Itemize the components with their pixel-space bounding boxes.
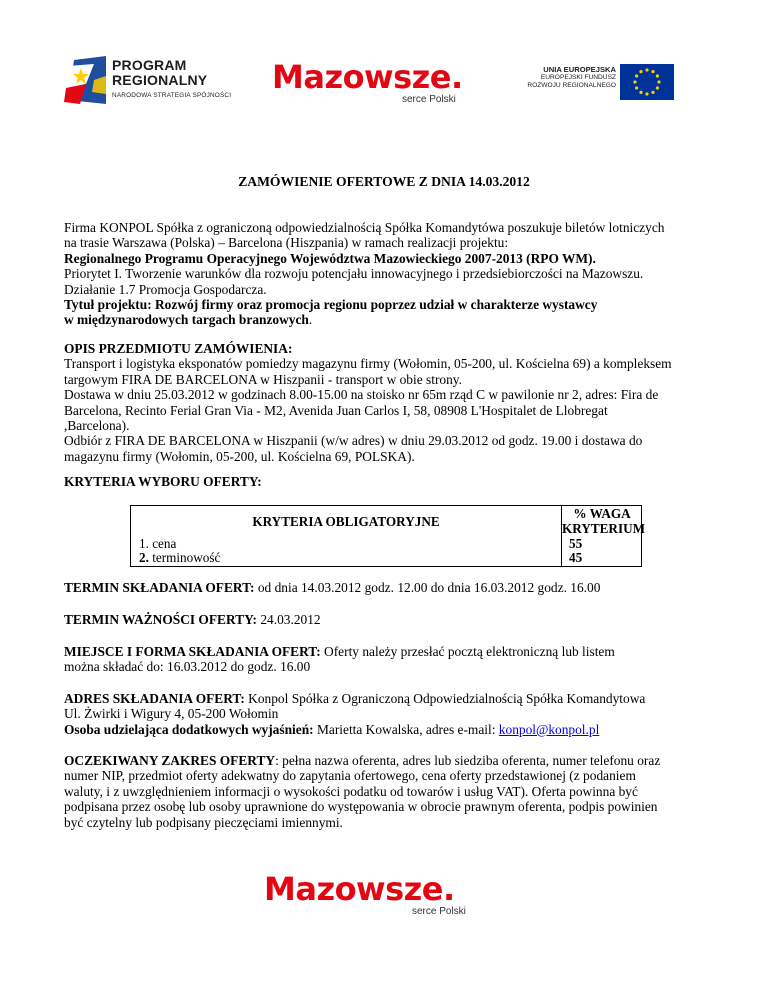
subject-heading: OPIS PRZEDMIOTU ZAMÓWIENIA: — [64, 341, 293, 356]
project-title-end: . — [308, 312, 313, 328]
document-title: ZAMÓWIENIE OFERTOWE Z DNIA 14.03.2012 — [238, 174, 530, 189]
project-title-text: w międzynarodowych targach branzowych — [64, 312, 309, 328]
address-section — [64, 691, 724, 737]
eu-logo-line1: UNIA EUROPEJSKA — [543, 65, 616, 74]
scope-line: numer NIP, przedmiot oferty adekwatny do zapytania ofertowego, cena oferty przedstawionej (z podaniem — [64, 768, 636, 784]
mazowsze-tagline: serce Polski — [412, 906, 466, 917]
scope-label: OCZEKIWANY ZAKRES OFERTY — [64, 753, 276, 768]
place-line: można składać do: 16.03.2012 do godz. 16.00 — [64, 659, 311, 675]
place-value: Oferty należy przesłać pocztą elektroniczną lub listem — [320, 644, 615, 659]
scope-line: : pełna nazwa oferenta, adres lub siedziba oferenta, numer telefonu oraz — [275, 753, 661, 768]
mazowsze-tagline: serce Polski — [402, 94, 456, 105]
program-regionalny-flag-icon — [64, 54, 108, 106]
contact-value: Marietta Kowalska, adres e-mail: — [313, 721, 499, 737]
address-line: Ul. Żwirki i Wigury 4, 05-200 Wołomin — [64, 706, 279, 722]
eu-flag-icon — [620, 64, 674, 100]
criteria-column-header: KRYTERIA OBLIGATORYJNE — [252, 514, 440, 529]
subject-line: targowym FIRA DE BARCELONA w Hiszpanii - transport w obie strony. — [64, 371, 462, 387]
action-line: Działanie 1.7 Promocja Gospodarcza. — [64, 281, 267, 297]
intro-line: Firma KONPOL Spółka z ograniczoną odpowiedzialnością Spółka Komandytówa poszukuje biletów lotniczych — [64, 220, 665, 235]
subject-line: Barcelona, Recinto Ferial Gran Via - M2, Avenida Juan Carlos I, 58, 08908 L'Hospitalet de Llobregat — [64, 402, 608, 418]
criteria-row — [139, 537, 559, 551]
criteria-heading-text: KRYTERIA WYBORU OFERTY: — [64, 474, 262, 489]
mazowsze-wordmark: Mazowsze. — [264, 870, 455, 908]
mazowsze-logo-bottom — [264, 872, 474, 920]
program-regionalny-logo — [64, 54, 244, 110]
deadline-value: od dnia 14.03.2012 godz. 12.00 do dnia 16.03.2012 godz. 16.00 — [254, 580, 601, 595]
criteria-row-weight: 45 — [569, 550, 583, 565]
eu-logo — [512, 64, 682, 102]
intro-section — [64, 220, 724, 328]
validity-label: TERMIN WAŻNOŚCI OFERTY: — [64, 612, 257, 627]
criteria-row-number: 2. — [139, 550, 149, 565]
contact-email-link[interactable]: konpol@konpol.pl — [498, 721, 600, 737]
project-title-line-2 — [64, 312, 724, 327]
place-section — [64, 644, 724, 675]
deadline-label: TERMIN SKŁADANIA OFERT: — [64, 580, 255, 595]
subject-line: magazynu firmy (Wołomin, 05-200, ul. Kościelna 69, POLSKA). — [64, 448, 415, 464]
scope-line: waluty, i z uwzględnieniem informacji o wysokości podatku od towarów i usług VAT). Oferta powinna być — [64, 783, 638, 799]
validity-section — [64, 612, 724, 627]
priority-line: Priorytet I. Tworzenie warunków dla rozwoju potencjału innowacyjnego i przedsiebiorczości na Mazowszu. — [64, 266, 644, 282]
place-label: MIEJSCE I FORMA SKŁADANIA OFERT: — [64, 644, 321, 659]
subject-line: Transport i logistyka eksponatów pomiedzy magazynu firmy (Wołomin, 05-200, ul. Kościelna 69) a kompleksem — [64, 356, 672, 372]
eu-logo-line2: EUROPEJSKI FUNDUSZ — [540, 74, 616, 81]
criteria-row-weight: 55 — [569, 536, 583, 551]
address-value: Konpol Spółka z Ograniczoną Odpowiedzialnością Spółka Komandytowa — [244, 691, 646, 706]
mazowsze-logo-top — [272, 60, 482, 108]
scope-section — [64, 753, 724, 830]
criteria-row-label: cena — [152, 536, 177, 551]
program-logo-line2: REGIONALNY — [112, 72, 208, 88]
criteria-row-number: 1. — [139, 536, 149, 551]
criteria-heading — [64, 474, 724, 489]
weight-header-line1: % WAGA — [573, 506, 631, 521]
program-logo-line1: PROGRAM — [112, 57, 187, 73]
address-label: ADRES SKŁADANIA OFERT: — [64, 691, 245, 706]
eu-logo-line3: ROZWOJU REGIONALNEGO — [527, 82, 616, 89]
project-title-line: Tytuł projektu: Rozwój firmy oraz promocja regionu poprzez udział w charakterze wystawcy — [64, 297, 598, 313]
eu-logo-text — [512, 66, 616, 90]
mazowsze-wordmark: Mazowsze. — [272, 58, 463, 96]
criteria-table — [130, 505, 646, 567]
scope-line: podpisana przez osobę lub osoby uprawnione do występowania w obrocie prawnym oferenta, podpis powinien — [64, 799, 658, 815]
subject-line: Odbiór z FIRA DE BARCELONA w Hiszpanii (w/w adres) w dniu 29.03.2012 od godz. 19.00 i dostawa do — [64, 433, 643, 449]
validity-value: 24.03.2012 — [257, 612, 321, 627]
weight-column-header — [562, 506, 646, 536]
deadline-section — [64, 580, 724, 595]
subject-section — [64, 341, 724, 464]
criteria-row-label: terminowość — [152, 550, 221, 565]
intro-line: na trasie Warszawa (Polska) – Barcelona (Hiszpania) w ramach realizacji projektu: — [64, 235, 509, 251]
program-logo-subtitle: NARODOWA STRATEGIA SPÓJNOŚCI — [112, 92, 232, 99]
program-name: Regionalnego Programu Operacyjnego Województwa Mazowieckiego 2007-2013 (RPO WM). — [64, 250, 596, 266]
subject-line: Dostawa w dniu 25.03.2012 w godzinach 8.00-15.00 na stoisko nr 65m rząd C w pawilonie nr 2, adres: Fira de — [64, 387, 659, 403]
program-logo-title — [112, 58, 207, 88]
subject-line: ,Barcelona). — [64, 418, 130, 434]
contact-label: Osoba udzielająca dodatkowych wyjaśnień: — [64, 721, 314, 737]
criteria-row — [139, 551, 559, 565]
scope-line: być czytelny lub podpisany pieczęciami imiennymi. — [64, 814, 343, 830]
weight-header-line2: KRYTERIUM — [562, 521, 646, 536]
